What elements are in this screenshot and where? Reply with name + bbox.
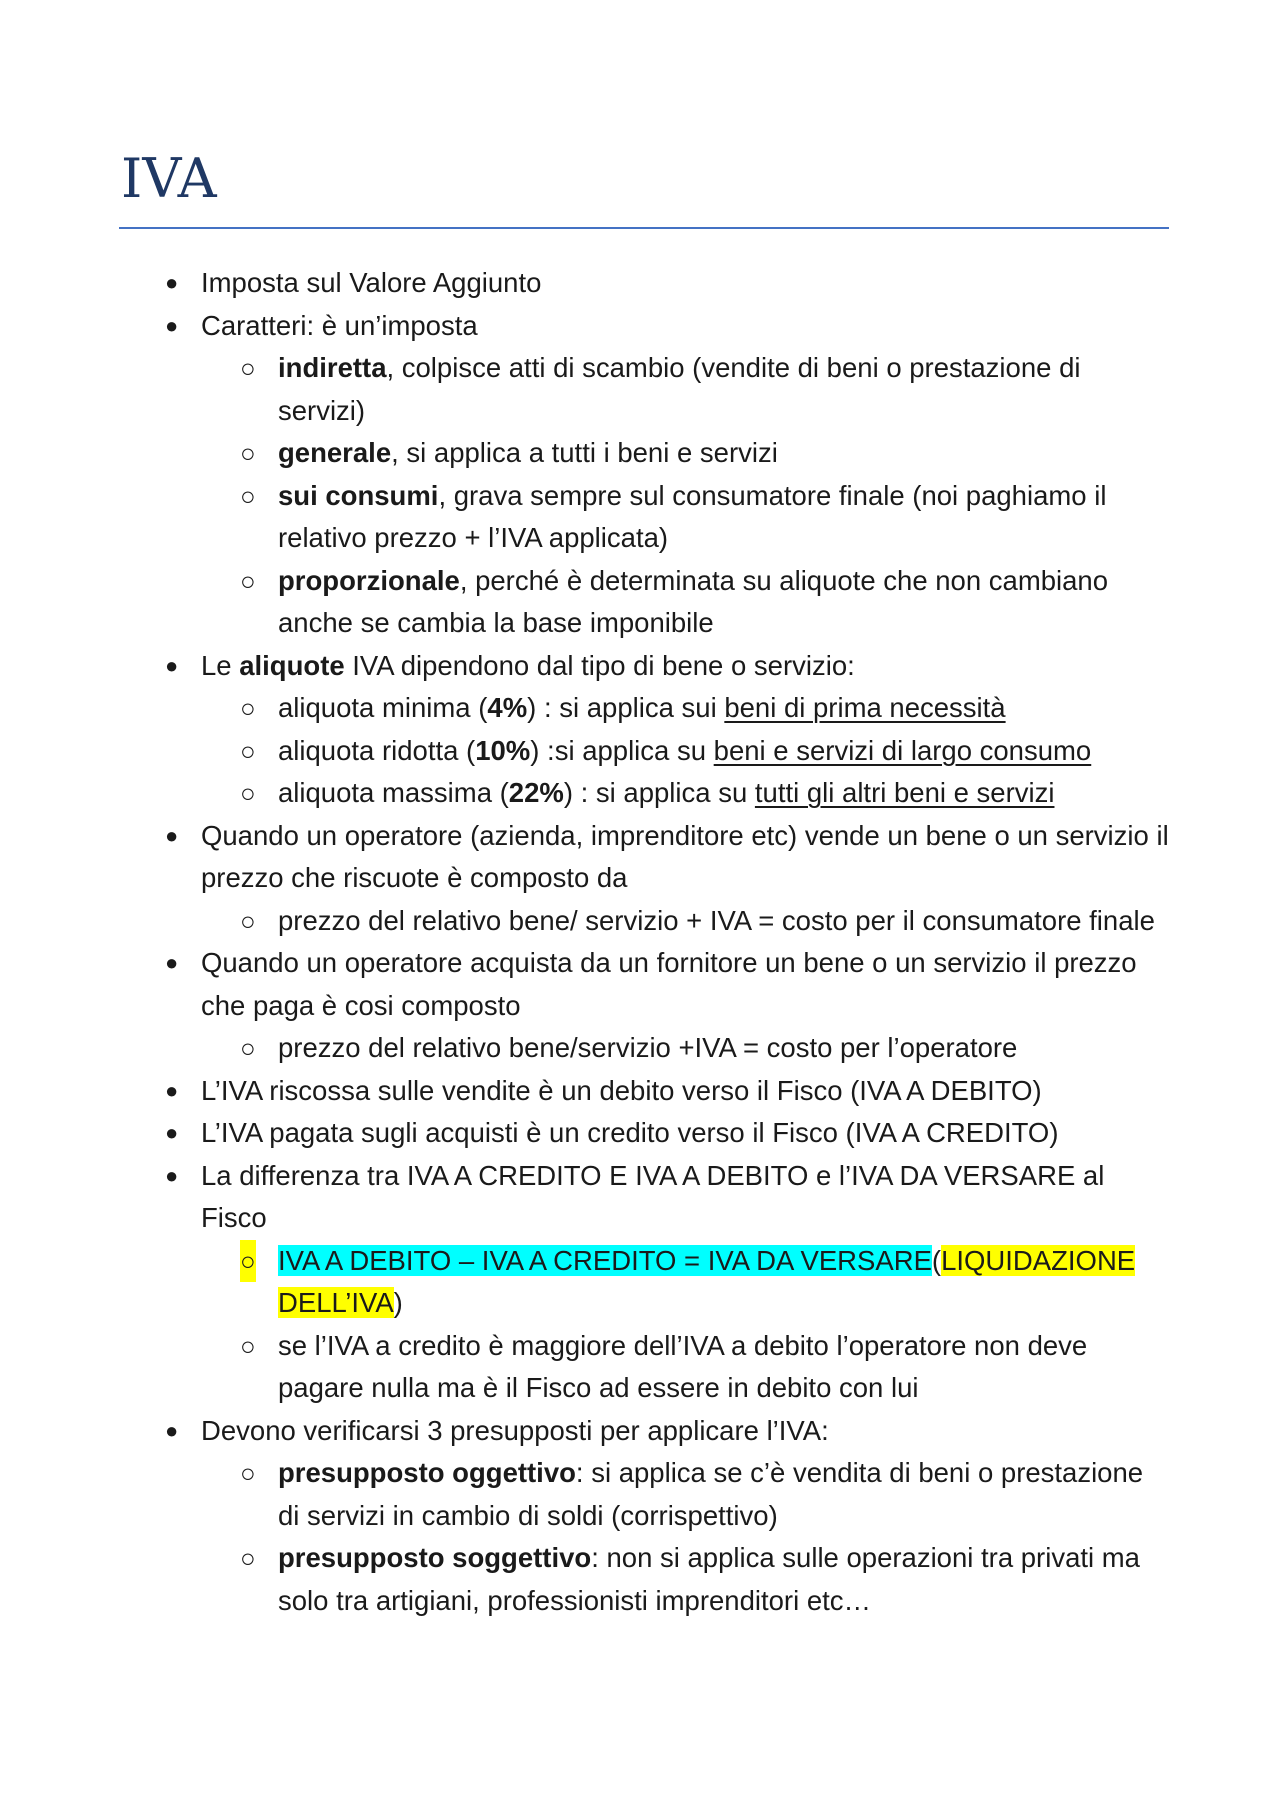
bullet-list	[150, 262, 1170, 1622]
rate-text: ) : si applica sui	[527, 692, 725, 723]
formula-highlight: IVA A DEBITO – IVA A CREDITO = IVA DA VERSARE	[278, 1244, 932, 1276]
rate-label: aliquota ridotta (	[278, 734, 476, 766]
term-bold: aliquote	[239, 649, 345, 681]
sub-item-rate	[150, 772, 1170, 815]
sub-item	[150, 1325, 1170, 1410]
sub-item-text: , perché è determinata su aliquote che non cambiano anche se cambia la base imponibile	[278, 564, 1109, 638]
bullet-circle-icon: ○	[240, 1458, 256, 1488]
bullet-dot-icon: ●	[165, 1162, 179, 1188]
rate-value: 22%	[508, 777, 564, 808]
list-item-text: Imposta sul Valore Aggiunto	[201, 267, 542, 298]
rate-target: tutti gli altri beni e servizi	[754, 777, 1055, 808]
list-item	[150, 1112, 1170, 1155]
bullet-dot-icon: ●	[165, 950, 179, 975]
term-bold: presupposto oggettivo	[278, 1457, 576, 1488]
sub-item	[150, 432, 1170, 475]
sub-item	[150, 1537, 1170, 1622]
bullet-circle-icon: ○	[240, 1543, 256, 1573]
liquidazione-highlight: LIQUIDAZIONE DELL’IVA	[278, 1244, 1136, 1318]
rate-target: beni di prima necessità	[724, 692, 1006, 723]
bullet-circle-icon: ○	[240, 778, 256, 808]
page-title: IVA	[121, 147, 217, 210]
sub-item-text: prezzo del relativo bene/ servizio + IVA = costo per il consumatore finale	[278, 904, 1155, 936]
list-item-text: Devono verificarsi 3 presupposti per applicare l’IVA:	[201, 1414, 829, 1446]
open-paren: (	[931, 1244, 942, 1276]
rate-label: aliquota massima (	[278, 777, 509, 808]
sub-item	[150, 475, 1170, 560]
bullet-circle-icon: ○	[240, 1033, 256, 1063]
term-bold: generale	[278, 437, 392, 468]
rate-text: ) : si applica su	[563, 777, 755, 808]
rate-value: 10%	[475, 734, 531, 766]
sub-item	[150, 560, 1170, 645]
bullet-dot-icon: ●	[165, 1077, 179, 1103]
close-paren: )	[393, 1287, 403, 1318]
bullet-dot-icon: ●	[165, 270, 179, 295]
sub-item	[150, 1027, 1170, 1070]
sub-item-text: : non si applica sulle operazioni tra privati ma solo tra artigiani, professionisti imprenditori etc…	[278, 1542, 1140, 1616]
sub-item	[150, 900, 1170, 943]
bullet-circle-icon: ○	[240, 1240, 256, 1283]
bullet-circle-icon: ○	[240, 438, 256, 468]
list-item	[150, 305, 1170, 348]
sub-item-formula	[150, 1240, 1170, 1325]
bullet-dot-icon: ●	[165, 312, 179, 338]
bullet-circle-icon: ○	[240, 693, 256, 723]
bullet-dot-icon: ●	[165, 652, 179, 678]
bullet-dot-icon: ●	[165, 1417, 179, 1443]
list-item-text: La differenza tra IVA A CREDITO E IVA A DEBITO e l’IVA DA VERSARE al Fisco	[201, 1159, 1105, 1233]
bullet-circle-icon: ○	[240, 565, 256, 596]
term-bold: proporzionale	[278, 564, 460, 596]
sub-item-text: , grava sempre sul consumatore finale (noi paghiamo il relativo prezzo + l’IVA applicata)	[278, 479, 1107, 553]
bullet-circle-icon: ○	[240, 1330, 256, 1361]
list-item	[150, 1155, 1170, 1240]
list-item	[150, 645, 1170, 688]
list-item	[150, 942, 1170, 1027]
sub-item-rate	[150, 687, 1170, 730]
rate-target: beni e servizi di largo consumo	[713, 734, 1092, 766]
sub-item	[150, 1452, 1170, 1537]
list-item	[150, 1410, 1170, 1453]
bullet-circle-icon: ○	[240, 480, 256, 511]
term-bold: sui consumi	[278, 479, 439, 511]
bullet-circle-icon: ○	[240, 905, 256, 936]
list-item-text: Quando un operatore (azienda, imprenditore etc) vende un bene o un servizio il prezzo che riscuote è composto da	[201, 819, 1169, 893]
list-item	[150, 262, 1170, 305]
sub-item-text: prezzo del relativo bene/servizio +IVA = costo per l’operatore	[278, 1032, 1018, 1063]
list-item-text: L’IVA riscossa sulle vendite è un debito verso il Fisco (IVA A DEBITO)	[201, 1074, 1042, 1106]
list-item-text: L’IVA pagata sugli acquisti è un credito verso il Fisco (IVA A CREDITO)	[201, 1117, 1059, 1148]
term-bold: indiretta	[278, 352, 387, 383]
list-item-text: Le	[201, 649, 240, 681]
list-item-text: Quando un operatore acquista da un fornitore un bene o un servizio il prezzo che paga è cosi composto	[201, 947, 1137, 1021]
bullet-dot-icon: ●	[165, 1120, 179, 1145]
bullet-circle-icon: ○	[240, 735, 256, 766]
rate-label: aliquota minima (	[278, 692, 488, 723]
list-item	[150, 1070, 1170, 1113]
title-rule	[119, 227, 1169, 229]
rate-value: 4%	[487, 692, 528, 723]
list-item	[150, 815, 1170, 900]
sub-item-text: , colpisce atti di scambio (vendite di beni o prestazione di servizi)	[278, 352, 1081, 426]
term-bold: presupposto soggettivo	[278, 1542, 592, 1573]
list-item-text: Caratteri: è un’imposta	[201, 309, 478, 341]
sub-item-text: se l’IVA a credito è maggiore dell’IVA a debito l’operatore non deve pagare nulla ma è il Fisco ad essere in debito con lui	[278, 1329, 1088, 1403]
sub-item-text: , si applica a tutti i beni e servizi	[391, 437, 778, 468]
sub-item-text: : si applica se c’è vendita di beni o prestazione di servizi in cambio di soldi (corrispettivo)	[278, 1457, 1144, 1531]
list-item-text: IVA dipendono dal tipo di bene o servizio:	[344, 649, 855, 681]
bullet-circle-icon: ○	[240, 353, 256, 383]
rate-text: ) :si applica su	[530, 734, 714, 766]
sub-item-rate	[150, 730, 1170, 773]
bullet-dot-icon: ●	[165, 822, 179, 848]
sub-item	[150, 347, 1170, 432]
